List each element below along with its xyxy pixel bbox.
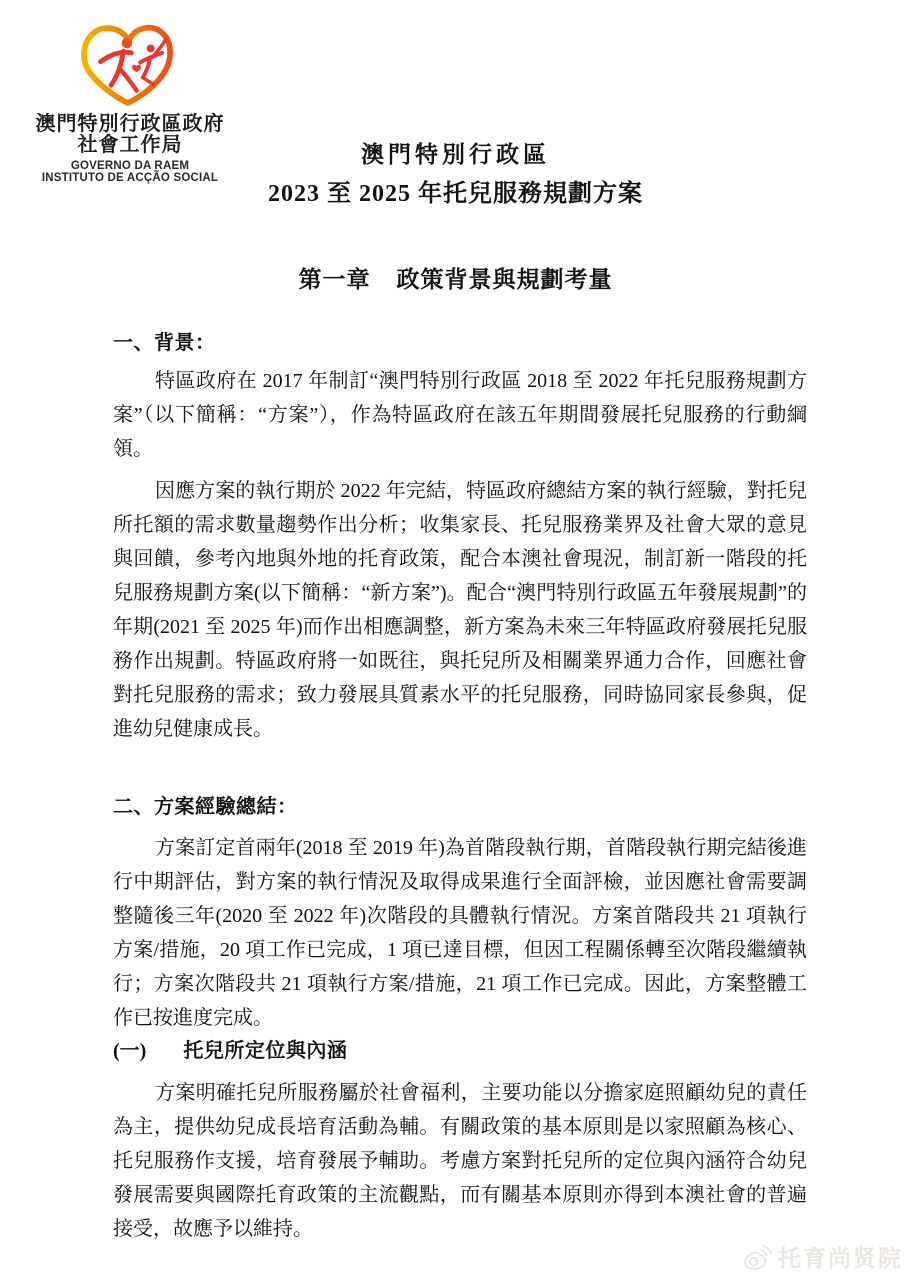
title-line-1: 澳門特別行政區	[361, 142, 550, 167]
section-1-heading: 一、背景：	[113, 332, 216, 354]
org-name-cn-line2: 社會工作局	[77, 134, 183, 156]
paragraph-positioning: 方案明確托兒所服務屬於社會福利，主要功能以分擔家庭照顧幼兒的責任為主，提供幼兒成長培育活動為輔。有關政策的基本原則是以家照顧為核心、托兒服務作支援，培育發展予輔助。考慮方案對托兒所的定位與內涵符合幼兒發展需要與國際托育政策的主流觀點，而有關基本原則亦得到本澳社會的普遍接受，故應予以維持。	[113, 1082, 807, 1240]
subsection-1-number: (一)	[113, 1040, 147, 1062]
chapter-heading	[0, 261, 911, 294]
watermark-text: 托育尚贤院	[778, 1245, 903, 1271]
title-line-2: 2023 至 2025 年托兒服務規劃方案	[268, 181, 643, 207]
watermark	[743, 1240, 903, 1273]
paragraph-plan-summary: 方案訂定首兩年(2018 至 2019 年)為首階段執行期，首階段執行期完結後進行中期評估，對方案的執行情況及取得成果進行全面評檢，並因應社會需要調整隨後三年(2020 至 2022 年)次階段的具體執行情況。方案首階段共 21 項執行方案/措施，20 項工作已完成，1 項已達目標，但因工程關係轉至次階段繼續執行；方案次階段共 21 項執行方案/措施，21 項工作已完成。因此，方案整體工作已按進度完成。	[113, 837, 807, 1029]
weibo-icon	[743, 1244, 773, 1270]
ias-heart-logo-icon	[71, 22, 189, 110]
paragraph-background-intro: 特區政府在 2017 年制訂“澳門特別行政區 2018 至 2022 年托兒服務規劃方案”（以下簡稱：“方案”），作為特區政府在該五年期間發展托兒服務的行動綱領。	[113, 370, 807, 460]
paragraph-background-new-plan: 因應方案的執行期於 2022 年完結，特區政府總結方案的執行經驗，對托兒所托額的需求數量趨勢作出分析；收集家長、托兒服務業界及社會大眾的意見與回饋，參考內地與外地的托育政策，配合本澳社會現況，制訂新一階段的托兒服務規劃方案(以下簡稱：“新方案”)。配合“澳門特別行政區五年發展規劃”的年期(2021 至 2025 年)而作出相應調整，新方案為未來三年特區政府發展托兒服務作出規劃。特區政府將一如既往，與托兒所及相關業界通力合作，回應社會對托兒服務的需求；致力發展具質素水平的托兒服務，同時協同家長參與，促進幼兒健康成長。	[113, 480, 807, 740]
document-title	[0, 142, 911, 208]
section-2-heading: 二、方案經驗總結：	[113, 796, 298, 818]
subsection-1-heading	[113, 1034, 807, 1063]
chapter-number: 第一章	[298, 267, 371, 292]
org-name-cn-line1: 澳門特別行政區政府	[35, 113, 225, 135]
org-name-pt-line2: INSTITUTO DE ACÇÃO SOCIAL	[41, 172, 219, 184]
org-name-pt-line1: GOVERNO DA RAEM	[70, 160, 190, 172]
subsection-1-title: 托兒所定位與內涵	[183, 1040, 348, 1062]
chapter-title: 政策背景與規劃考量	[396, 267, 613, 292]
